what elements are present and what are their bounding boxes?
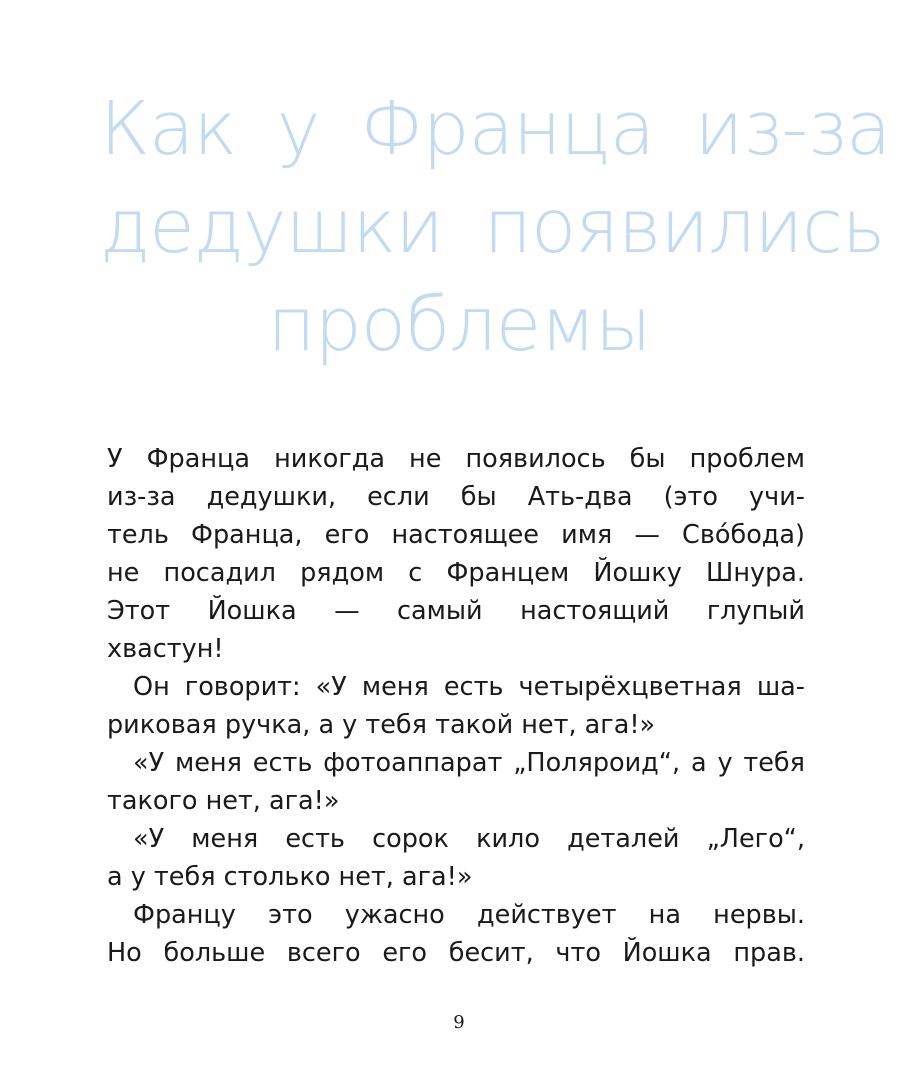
text-line: не посадил рядом с Францем Йошку Шнура. — [107, 558, 805, 588]
text-line: «У меня есть сорок кило деталей „Лего“, — [133, 824, 805, 854]
chapter-title-line-2: дедушки появились — [100, 184, 885, 270]
text-line: «У меня есть фотоаппарат „Поляроид“, а у тебя — [133, 748, 805, 778]
text-line: У Франца никогда не появилось бы проблем — [107, 444, 805, 474]
text-line: из-за дедушки, если бы Ать-два (это учи- — [107, 482, 805, 512]
text-line: тель Франца, его настоящее имя — Сво́бода) — [107, 520, 805, 550]
text-line: Этот Йошка — самый настоящий глупый — [107, 596, 805, 626]
chapter-title-line-1: Как у Франца из-за — [100, 86, 891, 172]
chapter-title — [100, 80, 891, 374]
text-line: Он говорит: «У меня есть четырёхцветная ша- — [133, 672, 805, 702]
chapter-body — [107, 440, 805, 972]
page-number: 9 — [453, 1012, 465, 1033]
text-line: а у тебя столько нет, ага!» — [107, 862, 473, 892]
text-line: Францу это ужасно действует на нервы. — [133, 900, 805, 930]
text-line: хвастун! — [107, 634, 224, 664]
text-line: риковая ручка, а у тебя такой нет, ага!» — [107, 710, 656, 740]
text-line: такого нет, ага!» — [107, 786, 340, 816]
text-line: Но больше всего его бесит, что Йошка прав. — [107, 938, 805, 968]
chapter-title-line-3: проблемы — [267, 282, 651, 368]
